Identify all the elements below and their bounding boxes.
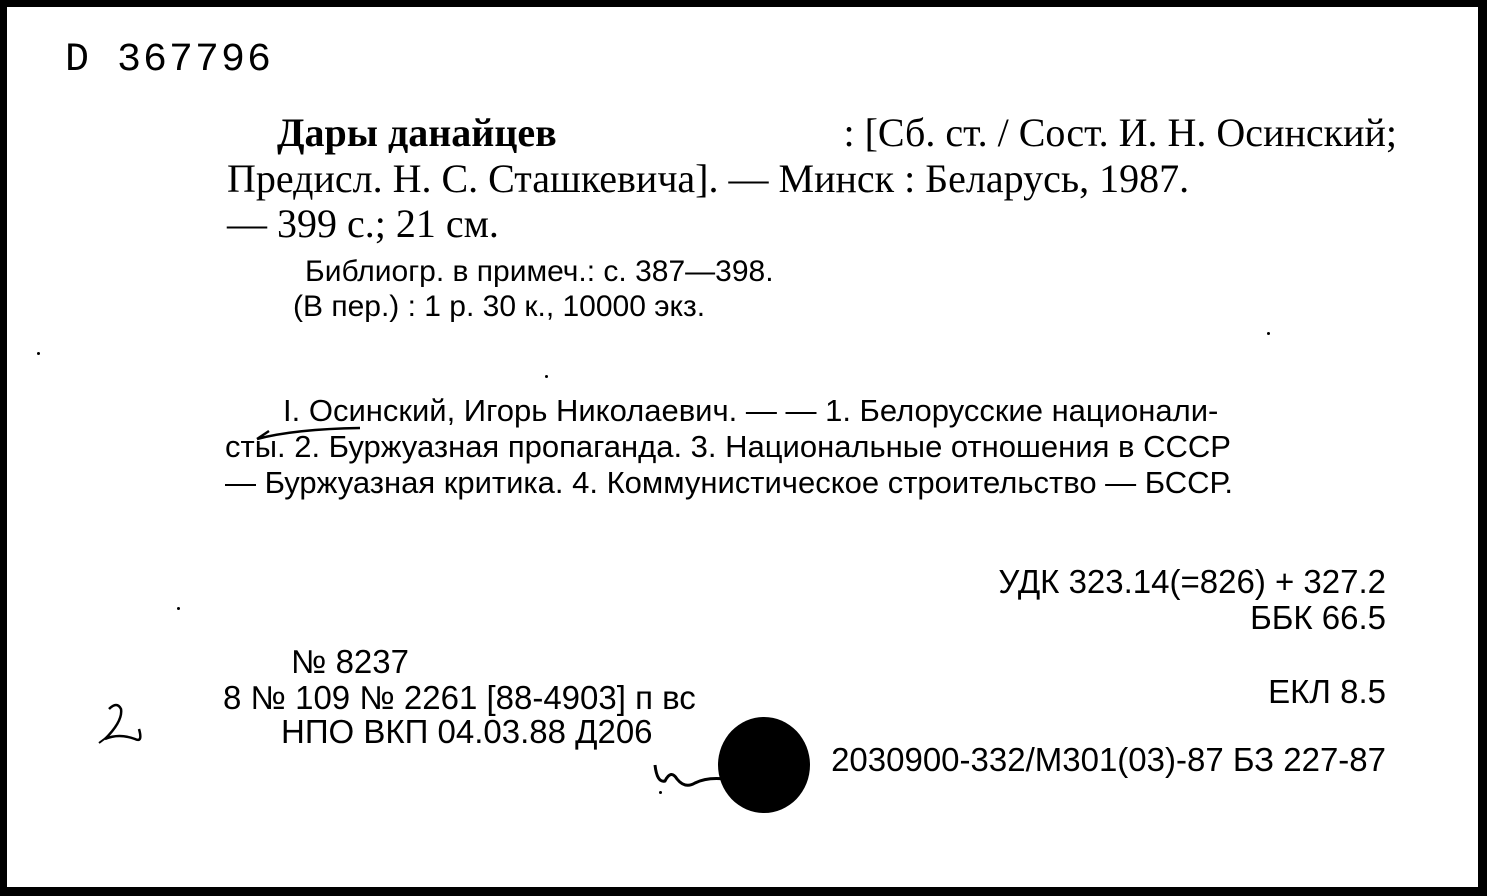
order-line: 8 № 109 № 2261 [88-4903] п вс xyxy=(223,679,696,716)
pencil-arrow-mark xyxy=(255,419,365,445)
udk-code: УДК 323.14(=826) + 327.2 xyxy=(998,563,1386,600)
npo-line: НПО ВКП 04.03.88 Д206 xyxy=(281,713,653,750)
description-line-1 xyxy=(277,110,1397,155)
speck-dot xyxy=(659,791,662,794)
price-note: (В пер.) : 1 р. 30 к., 10000 экз. xyxy=(293,290,706,323)
pen-squiggle-mark xyxy=(649,755,727,795)
ekl-code: ЕКЛ 8.5 xyxy=(1268,673,1386,710)
speck-dot xyxy=(545,375,548,378)
speck-dot xyxy=(37,352,40,355)
speck-dot xyxy=(1267,332,1270,335)
tracing-line-3-text: — Буржуазная критика. 4. Коммунистическое строительство — БССР. xyxy=(225,465,1233,500)
publication-code: 2030900-332/М301(03)-87 БЗ 227-87 xyxy=(831,741,1386,778)
tracing-line-2 xyxy=(225,431,1397,462)
catalog-card xyxy=(7,7,1478,887)
tracing-line-2-text: сты. 2. Буржуазная пропаганда. 3. Национальные отношения в СССР xyxy=(225,429,1231,464)
description-line-2 xyxy=(227,156,1399,201)
ink-blot xyxy=(718,717,810,813)
description-line-2-text: Предисл. Н. С. Сташкевича]. — Минск : Беларусь, 1987. xyxy=(227,156,1190,201)
handwritten-two-mark xyxy=(95,699,151,751)
tracing-line-3 xyxy=(225,467,1397,498)
call-number: D 367796 xyxy=(65,38,274,83)
tracing-line-1 xyxy=(283,395,1397,426)
description-line-3: — 399 с.; 21 см. xyxy=(227,201,499,246)
bbk-code: ББК 66.5 xyxy=(1250,599,1386,636)
description-line-1-rest: : [Сб. ст. / Сост. И. Н. Осинский; xyxy=(843,110,1397,155)
bibliography-note: Библиогр. в примеч.: с. 387—398. xyxy=(305,255,774,288)
card-number: № 8237 xyxy=(291,643,409,680)
speck-dot xyxy=(177,607,180,610)
book-title: Дары данайцев xyxy=(277,110,557,155)
tracing-line-1-text: I. Осинский, Игорь Николаевич. — — 1. Белорусские национали- xyxy=(283,393,1219,428)
